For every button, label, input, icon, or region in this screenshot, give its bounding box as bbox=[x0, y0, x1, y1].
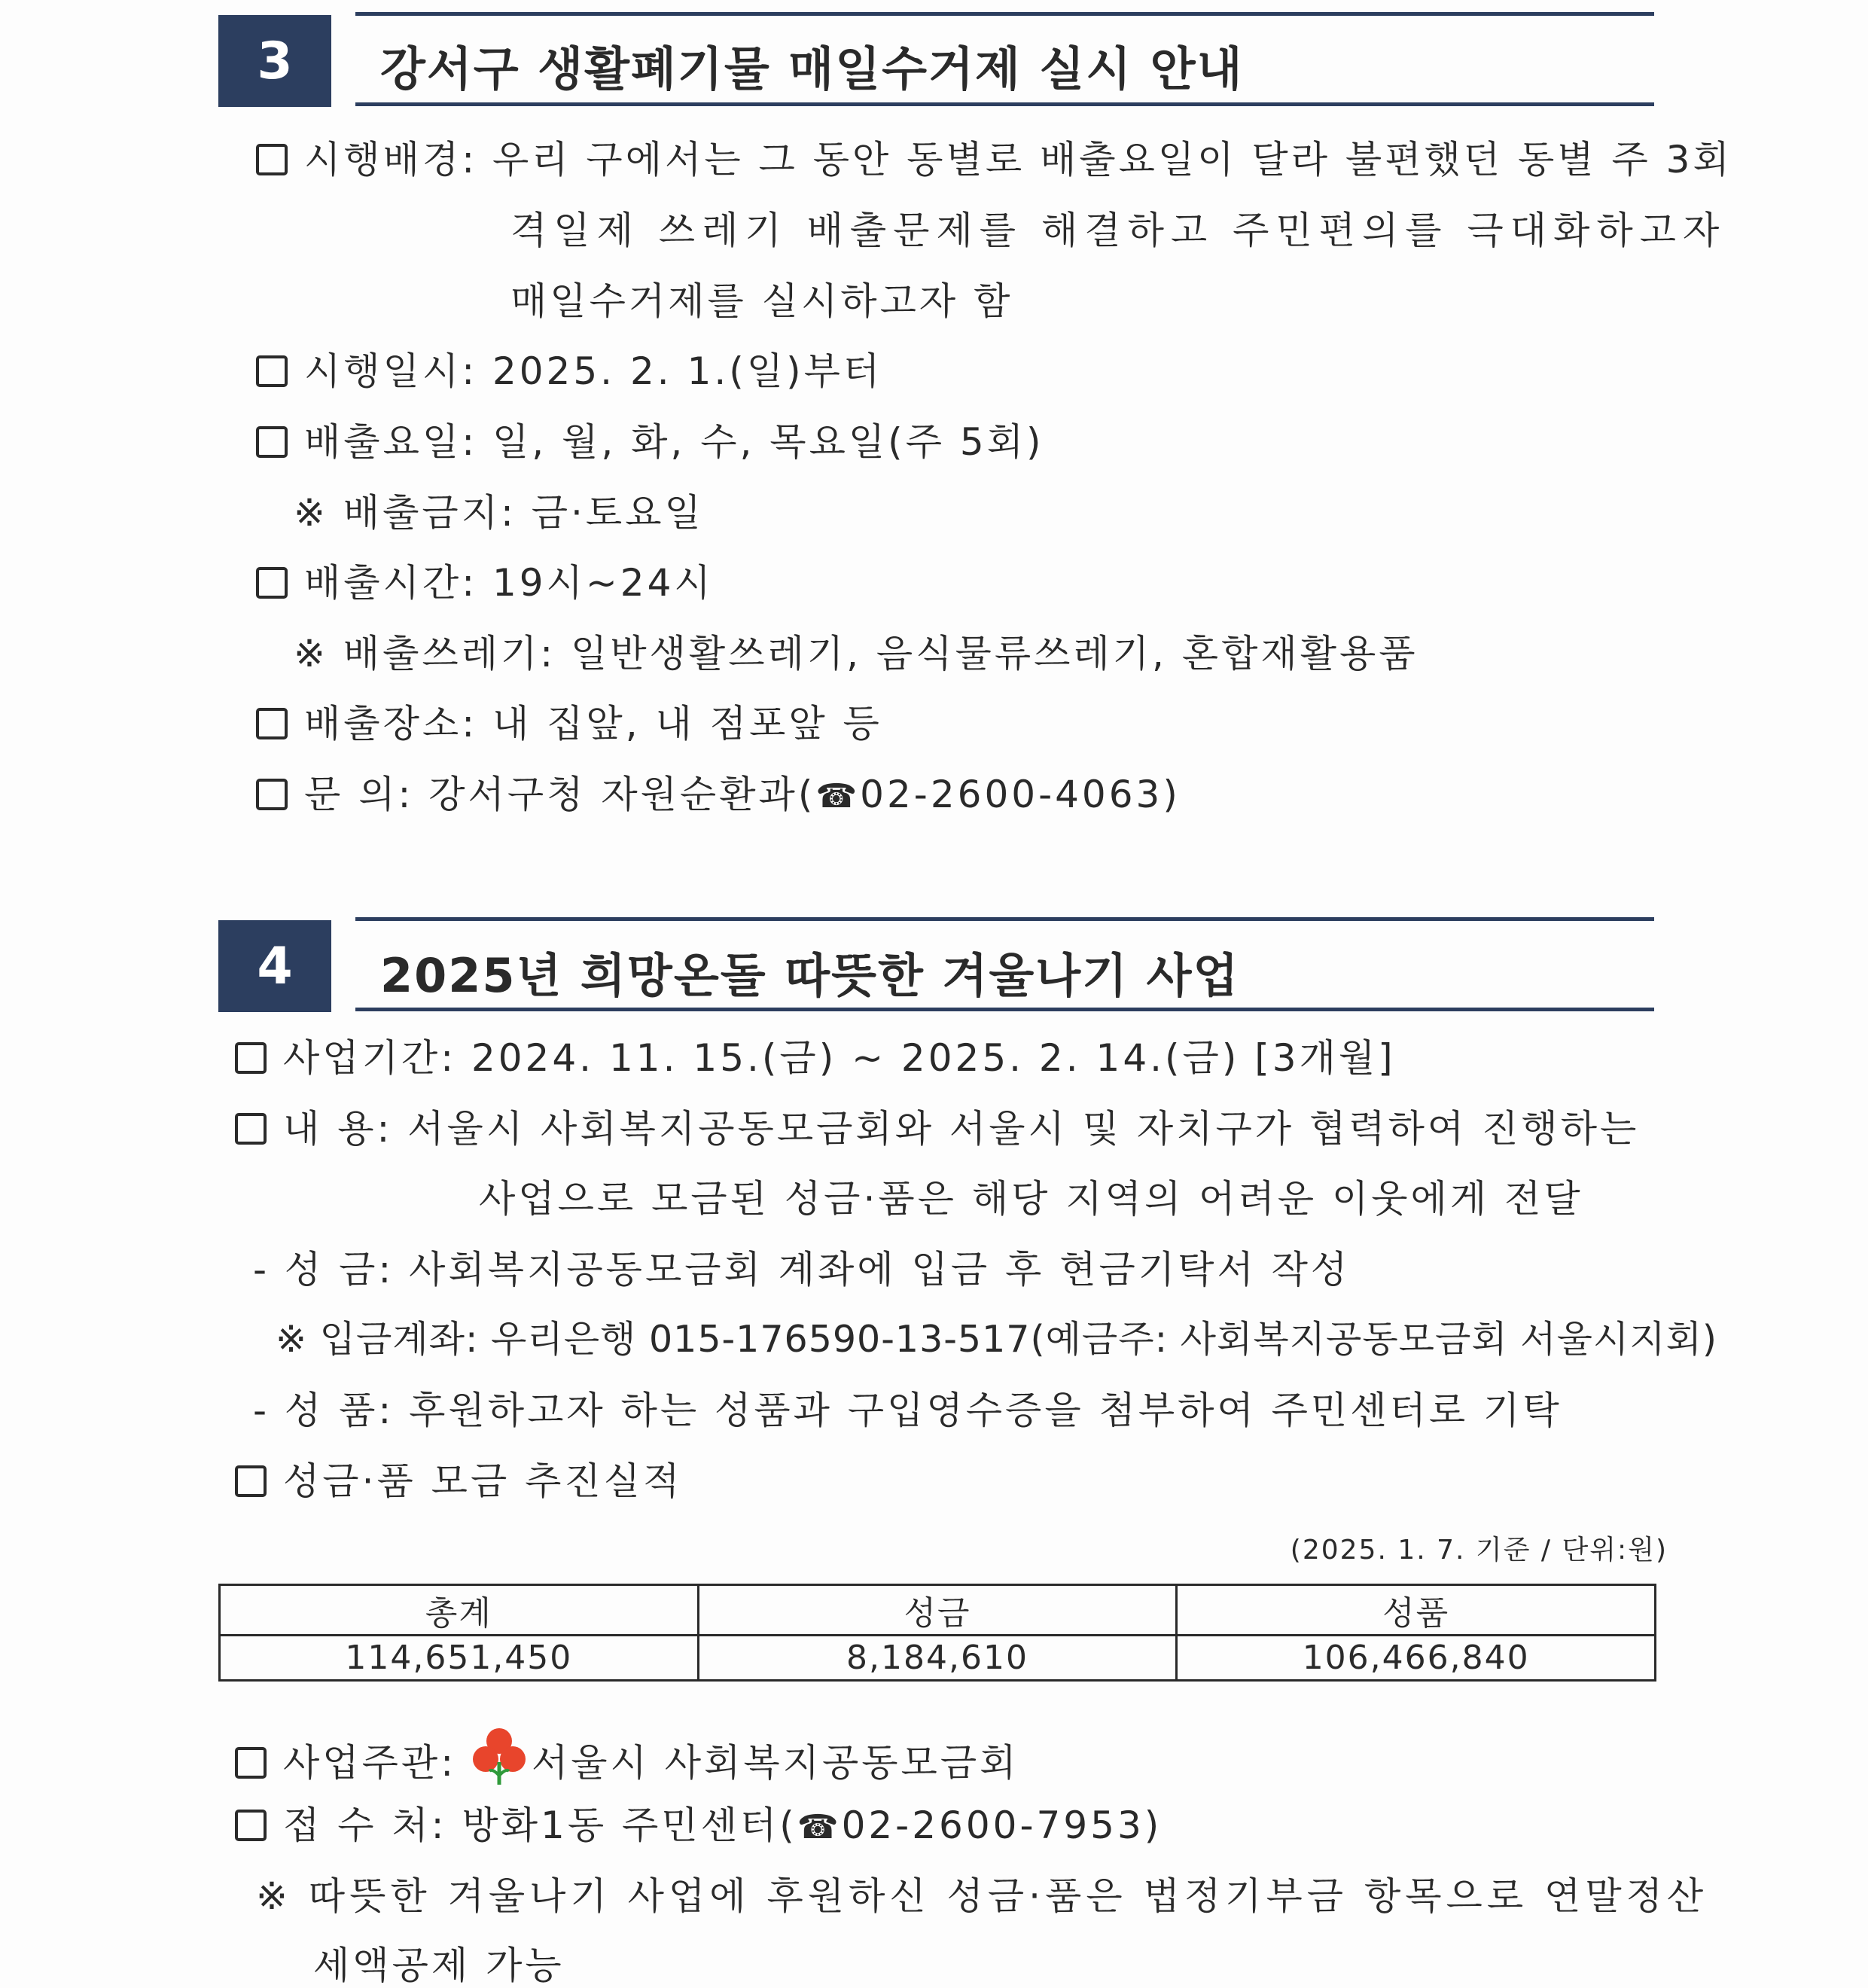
background-line-2: 격일제 쓰레기 배출문제를 해결하고 주민편의를 극대화하고자 bbox=[510, 209, 1726, 252]
table-header-row bbox=[220, 1585, 1656, 1636]
results-heading-item bbox=[235, 1459, 682, 1504]
cash-item: - 성 금: 사회복지공동모금회 계좌에 입금 후 현금기탁서 작성 bbox=[253, 1248, 1351, 1291]
place-text: 배출장소: 내 집앞, 내 점포앞 등 bbox=[304, 702, 882, 746]
organizer-name: 서울시 사회복지공동모금회 bbox=[531, 1741, 1019, 1785]
content-item bbox=[235, 1106, 1639, 1151]
section-3-bottom-rule bbox=[355, 102, 1654, 106]
reception-text: 접 수 처: 방화1동 주민센터( bbox=[283, 1804, 797, 1847]
time-text: 배출시간: 19시~24시 bbox=[304, 561, 714, 605]
section-4-top-rule bbox=[355, 917, 1654, 921]
tax-note: ※ 따뜻한 겨울나기 사업에 후원하신 성금·품은 법정기부금 항목으로 연말정산 bbox=[256, 1874, 1708, 1918]
results-heading: 성금·품 모금 추진실적 bbox=[283, 1459, 683, 1503]
checkbox-icon bbox=[256, 779, 288, 810]
checkbox-icon bbox=[256, 355, 288, 387]
background-line-3: 매일수거제를 실시하고자 함 bbox=[510, 279, 1013, 323]
place-item bbox=[256, 701, 882, 746]
inquiry-text: 문 의: 강서구청 자원순환과( bbox=[304, 773, 816, 816]
days-note: ※ 배출금지: 금·토요일 bbox=[294, 491, 704, 535]
section-4-number: 4 bbox=[218, 920, 331, 1012]
checkbox-icon bbox=[256, 426, 288, 458]
table-row bbox=[220, 1636, 1656, 1681]
table-note: (2025. 1. 7. 기준 / 단위:원) bbox=[1290, 1535, 1668, 1566]
checkbox-icon bbox=[235, 1113, 267, 1145]
checkbox-icon bbox=[235, 1810, 267, 1841]
goods-item: - 성 품: 후원하고자 하는 성품과 구입영수증을 첨부하여 주민센터로 기탁 bbox=[253, 1389, 1562, 1432]
period-item bbox=[235, 1035, 1396, 1081]
section-3-number: 3 bbox=[218, 15, 331, 107]
content-text: 내 용: 서울시 사회복지공동모금회와 서울시 및 자치구가 협력하여 진행하는 bbox=[283, 1107, 1640, 1151]
background-text: 시행배경: 우리 구에서는 그 동안 동별로 배출요일이 달라 불편했던 동별 주 3회 bbox=[304, 138, 1732, 181]
background-item bbox=[256, 137, 1732, 182]
table-cell-total: 114,651,450 bbox=[220, 1636, 699, 1681]
table-header-goods: 성품 bbox=[1177, 1585, 1656, 1636]
fruit-of-love-logo-icon bbox=[471, 1726, 527, 1786]
checkbox-icon bbox=[235, 1042, 267, 1074]
table-cell-cash: 8,184,610 bbox=[698, 1636, 1177, 1681]
checkbox-icon bbox=[256, 708, 288, 739]
phone-icon: ☎ bbox=[815, 777, 861, 816]
content-line-2: 사업으로 모금된 성금·품은 해당 지역의 어려운 이웃에게 전달 bbox=[479, 1177, 1583, 1221]
checkbox-icon bbox=[235, 1465, 267, 1497]
time-note: ※ 배출쓰레기: 일반생활쓰레기, 음식물류쓰레기, 혼합재활용품 bbox=[294, 632, 1419, 675]
table-header-cash: 성금 bbox=[698, 1585, 1177, 1636]
date-text: 시행일시: 2025. 2. 1.(일)부터 bbox=[304, 349, 883, 393]
inquiry-item bbox=[256, 772, 1181, 819]
checkbox-icon bbox=[235, 1747, 267, 1779]
results-table bbox=[218, 1584, 1656, 1682]
section-4-bottom-rule bbox=[355, 1008, 1654, 1011]
days-item bbox=[256, 419, 1044, 465]
reception-item bbox=[235, 1803, 1162, 1850]
period-text: 사업기간: 2024. 11. 15.(금) ~ 2025. 2. 14.(금) [3개월] bbox=[283, 1036, 1396, 1080]
organizer-label: 사업주관: bbox=[283, 1741, 457, 1785]
date-item bbox=[256, 349, 882, 394]
checkbox-icon bbox=[256, 567, 288, 599]
checkbox-icon bbox=[256, 144, 288, 175]
section-4-title: 2025년 희망온돌 따뜻한 겨울나기 사업 bbox=[380, 948, 1240, 1003]
table-header-total: 총계 bbox=[220, 1585, 699, 1636]
section-3-title: 강서구 생활폐기물 매일수거제 실시 안내 bbox=[380, 41, 1244, 96]
section-3-top-rule bbox=[355, 12, 1654, 16]
organizer-item bbox=[235, 1726, 1019, 1786]
time-item bbox=[256, 560, 714, 605]
account-note: ※ 입금계좌: 우리은행 015-176590-13-517(예금주: 사회복지공동모금회 서울시지회) bbox=[276, 1318, 1718, 1361]
reception-phone: 02-2600-7953) bbox=[841, 1804, 1163, 1847]
inquiry-phone: 02-2600-4063) bbox=[860, 773, 1181, 816]
tax-note-line-2: 세액공제 가능 bbox=[313, 1944, 565, 1987]
table-cell-goods: 106,466,840 bbox=[1177, 1636, 1656, 1681]
phone-icon: ☎ bbox=[797, 1808, 842, 1846]
days-text: 배출요일: 일, 월, 화, 수, 목요일(주 5회) bbox=[304, 420, 1044, 464]
